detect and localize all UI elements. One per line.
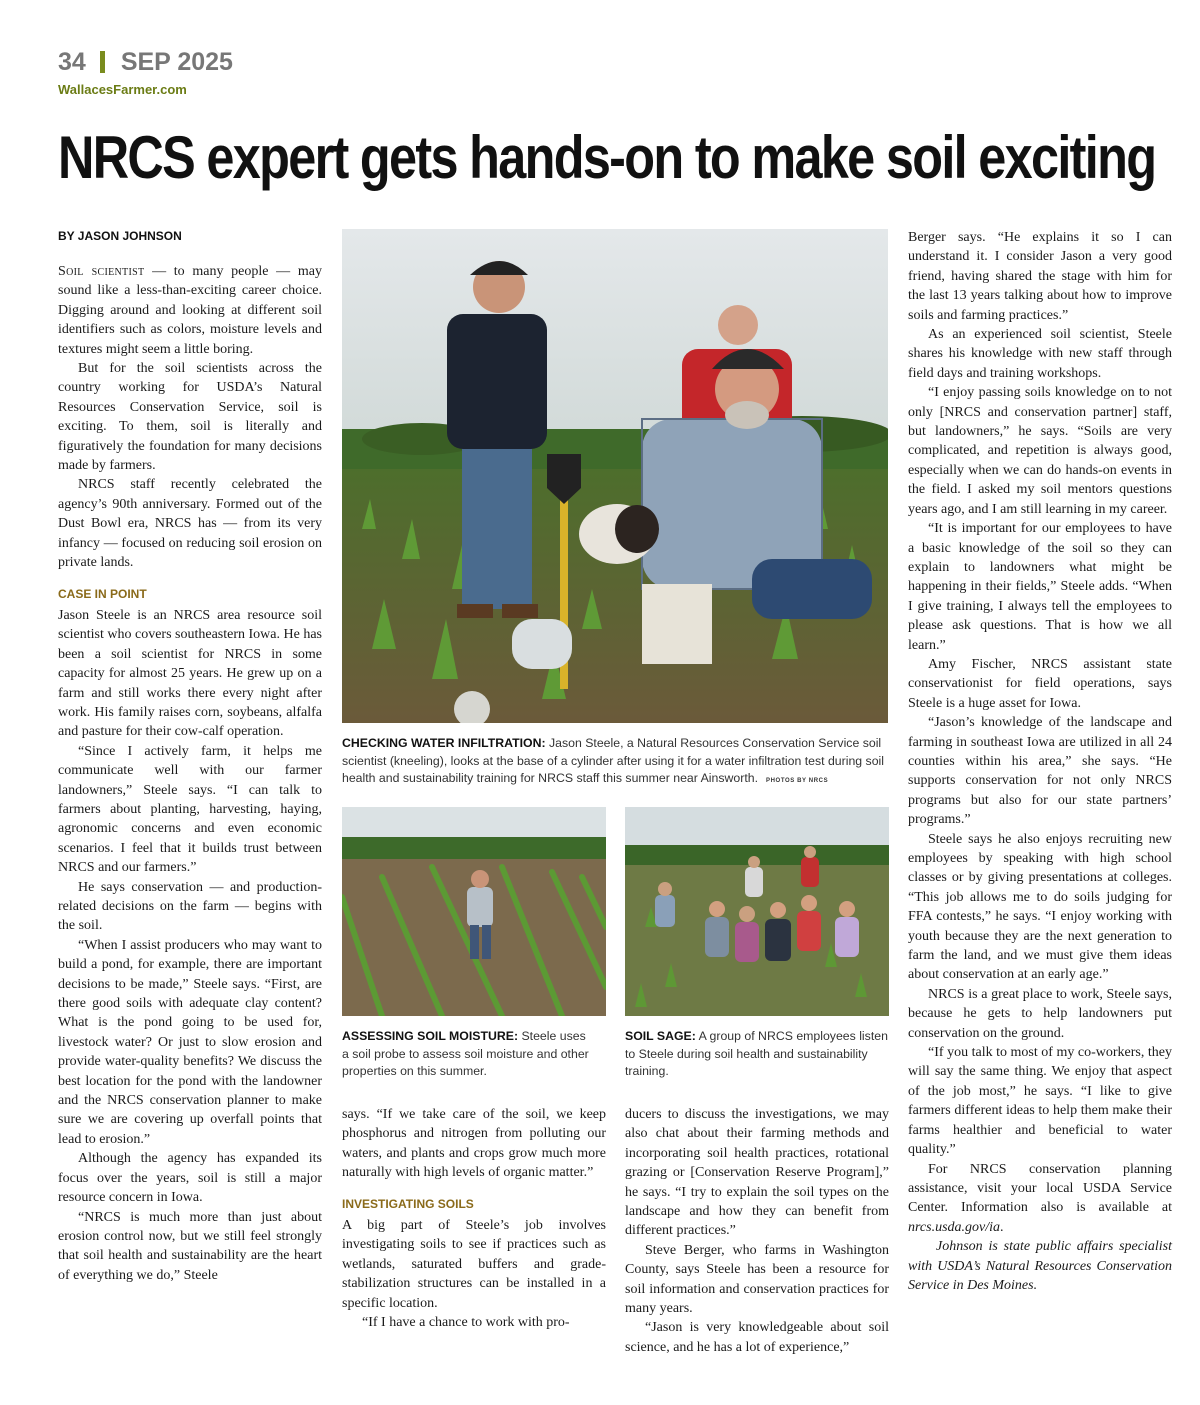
- article-headline: NRCS expert gets hands-on to make soil exciting: [58, 124, 1156, 191]
- article-column-3: [625, 1105, 889, 1357]
- caption-label: SOIL SAGE:: [625, 1029, 696, 1043]
- nrcs-web-link[interactable]: nrcs.usda.gov/ia: [908, 1219, 1001, 1235]
- paragraph: A big part of Steele’s job involves investigating soils to see if practices such as wetlands, saturated buffers and grade-stabilization structures can be installed in a specific location.: [342, 1218, 606, 1311]
- paragraph: “It is important for our employees to have a basic knowledge of the soil so they can explain to landowners what might be happening in their fields,” Steele adds. “When I give training, I always tell the employees to please ask questions. That is how we all learn.”: [908, 521, 1172, 653]
- paragraph: For NRCS conservation planning assistance, visit your local USDA Service Center. Information also is available at nrcs.usda.gov/ia.: [908, 1161, 1172, 1235]
- article-column-4: [908, 228, 1172, 1295]
- paragraph: “Jason is very knowledgeable about soil science, and he has a lot of experience,”: [625, 1320, 889, 1355]
- paragraph: But for the soil scientists across the country working for USDA’s Natural Resources Conservation Service, soil is exciting. To them, soil is literally and figuratively the foundation for many decisions made by farmers.: [58, 361, 322, 474]
- website-link[interactable]: WallacesFarmer.com: [58, 82, 187, 97]
- paragraph: “Jason’s knowledge of the landscape and farming in southeast Iowa are utilized in all 24 counties within his area,” she says. “He supports conservation for not only NRCS programs but also for our state partners’ programs.”: [908, 715, 1172, 828]
- paragraph: “If you talk to most of my co-workers, they will say the same thing. We enjoy that aspect of the job most,” he says. “I like to give farmers different ideas to help them make their farms healthier and beneficial to water quality.”: [908, 1045, 1172, 1158]
- paragraph: Although the agency has expanded its focus over the years, soil is still a major resource concern in Iowa.: [58, 1151, 322, 1206]
- paragraph: Jason Steele is an NRCS area resource soil scientist who covers southeastern Iowa. He has been a soil scientist for NRCS in some capacity for almost 25 years. He grew up on a farm and still works there every night after work. His family raises corn, soybeans, alfalfa and pasture for their cow-calf operation.: [58, 607, 322, 740]
- paragraph: “I enjoy passing soils knowledge on to not only [NRCS and conservation partner] staff, but landowners,” he says. “Soils are very complicated, and repetition is always good, especially when we can do hands-on events in the field. I asked my soil mentors questions years ago, and I am still learning in my career.: [908, 385, 1172, 517]
- paragraph: Soil scientist — to many people — may sound like a less-than-exciting career choice. Digging around and looking at different soil identifiers such as colors, moisture levels and textures might seem a little boring.: [58, 264, 322, 357]
- paragraph: “When I assist producers who may want to build a pond, for example, there are important decisions to be made,” Steele says. “First, are there good soils with adequate clay content? What is the pond going to be used for, livestock water? Or just to slow erosion and provide water-quality benefits? We discuss the best location for the pond with the landowner and the NRCS conservation planner to make sure we are covering up overfall points that lead to erosion.”: [58, 937, 322, 1147]
- paragraph: “If I have a chance to work with pro-: [362, 1315, 570, 1331]
- photo-soil-moisture: [342, 807, 606, 1016]
- article-column-2: [342, 1105, 606, 1332]
- paragraph: Amy Fischer, NRCS assistant state conservationist for field operations, says Steele is a huge asset for Iowa.: [908, 656, 1172, 711]
- main-photo-water-infiltration: [342, 229, 888, 723]
- caption-label: CHECKING WATER INFILTRATION:: [342, 736, 546, 750]
- paragraph: As an experienced soil scientist, Steele shares his knowledge with new staff through field days and training workshops.: [908, 327, 1172, 381]
- photo-credit: PHOTOS BY NRCS: [766, 778, 829, 784]
- soil-sage-caption: SOIL SAGE: A group of NRCS employees listen to Steele during soil health and sustainability training.: [625, 1029, 888, 1078]
- byline: BY JASON JOHNSON: [58, 229, 182, 243]
- issue-date: SEP 2025: [120, 47, 233, 76]
- subhead-case-in-point: CASE IN POINT: [58, 586, 147, 601]
- paragraph: Berger says. “He explains it so I can understand it. I consider Jason a very good friend, having shared the stage with him for the last 13 years talking about how to improve soils and farming practices.”: [908, 230, 1172, 323]
- paragraph: “Since I actively farm, it helps me communicate well with our farmer landowners,” Steele says. “I can talk to farmers about planting, harvesting, haying, agronomic concerns and even economic scenarios. I feel that it builds trust between NRCS and our farmers.”: [58, 743, 322, 876]
- photo-soil-sage: [625, 807, 889, 1016]
- paragraph: He says conservation — and production-related decisions on the farm — begins with the soil.: [58, 879, 322, 934]
- paragraph: ducers to discuss the investigations, we may also chat about their farming methods and incorporating soil health practices, rotational grazing or [Conservation Reserve Program],” he says. “I try to explain the soil types on the landscape and how they can benefit from different practices.”: [625, 1107, 889, 1239]
- author-signature: Johnson is state public affairs specialist with USDA’s Natural Resources Conservation Service in Des Moines.: [908, 1239, 1172, 1293]
- page-folio: [58, 44, 233, 80]
- main-photo-caption: CHECKING WATER INFILTRATION: Jason Steele, a Natural Resources Conservation Service soil scientist (kneeling), looks at the base of a cylinder after using it for a water infiltration test during soil health and sustainability training for NRCS staff this summer near Ainsworth. PHOTOS BY NRCS: [342, 736, 885, 785]
- paragraph: Steve Berger, who farms in Washington County, says Steele has been a resource for soil information and conservation practices for many years.: [625, 1242, 889, 1317]
- paragraph: says. “If we take care of the soil, we keep phosphorus and nitrogen from polluting our waters, and plants and crops grow much more naturally with high levels of organic matter.”: [342, 1107, 606, 1181]
- article-column-1: [58, 262, 322, 1285]
- paragraph: NRCS staff recently celebrated the agency’s 90th anniversary. Formed out of the Dust Bowl era, NRCS has — from its very infancy — focused on reducing soil erosion on private lands.: [58, 477, 322, 571]
- paragraph: Steele says he also enjoys recruiting new employees by speaking with high school classes or by giving presentations at colleges. “This job allows me to do soils judging for FFA contests,” he says. “I enjoy working with youth because they are the next generation to farm the land, and we must give them ideas about conservation at an early age.”: [908, 831, 1172, 983]
- soil-moisture-caption: ASSESSING SOIL MOISTURE: Steele uses a soil probe to assess soil moisture and other properties on this summer.: [342, 1029, 589, 1078]
- paragraph: NRCS is a great place to work, Steele says, because he gets to help landowners put conservation on the ground.: [908, 986, 1172, 1041]
- folio-divider: [100, 51, 105, 73]
- caption-label: ASSESSING SOIL MOISTURE:: [342, 1029, 519, 1043]
- subhead-investigating-soils: INVESTIGATING SOILS: [342, 1196, 474, 1211]
- page-number: 34: [58, 47, 86, 76]
- lead-in: Soil scientist: [58, 264, 145, 279]
- paragraph: “NRCS is much more than just about erosion control now, but we still feel strongly that soil health and sustainability are the heart of everything we do,” Steele: [58, 1209, 322, 1283]
